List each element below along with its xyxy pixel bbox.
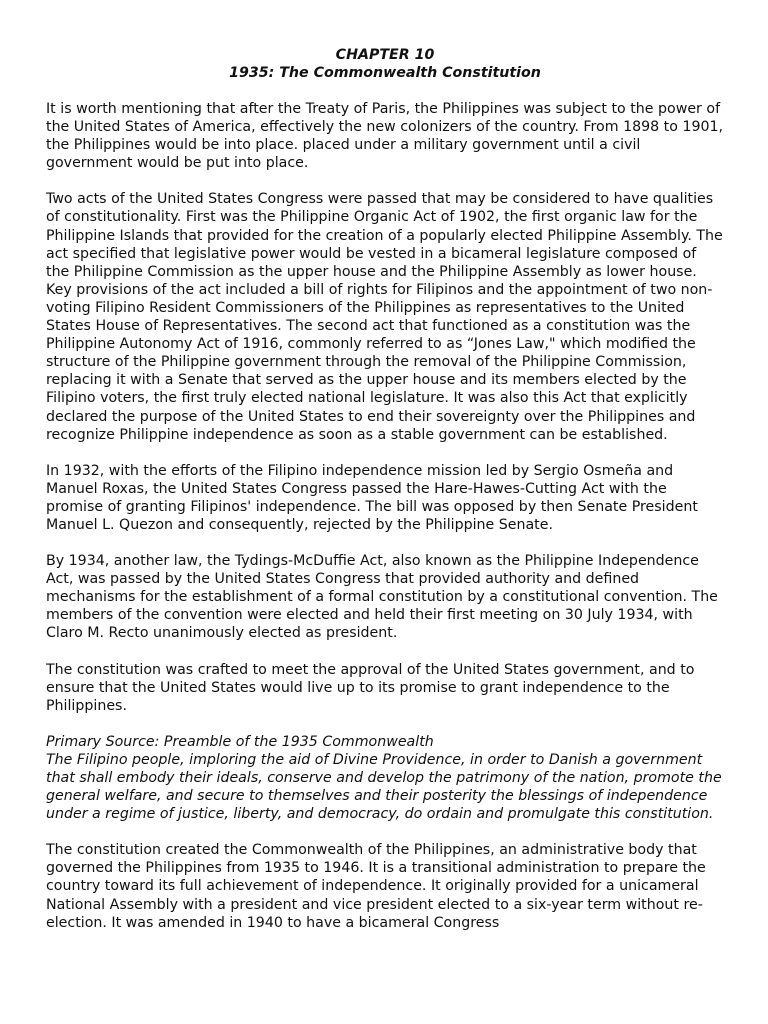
- primary-source-block: [46, 733, 724, 823]
- document-page: [46, 46, 724, 950]
- primary-source-text: The Filipino people, imploring the aid of Divine Providence, in order to Danish a government that shall embody their ideals, conserve and develop the patrimony of the nation, promote the general welfare, and secure to themselves and their posterity the blessings of independence under a regime of justice, liberty, and democracy, do ordain and promulgate this constitution.: [46, 751, 722, 823]
- chapter-title: 1935: The Commonwealth Constitution: [229, 65, 541, 81]
- paragraph-treaty-of-paris: It is worth mentioning that after the Treaty of Paris, the Philippines was subject to the power of the United States of America, effectively the new colonizers of the country. From 1898 to 1901, the Philippines would be into place. placed under a military government until a civil government would be put into place.: [46, 101, 724, 172]
- paragraph-constitution-approval: The constitution was crafted to meet the approval of the United States government, and to ensure that the United States would live up to its promise to grant independence to the Philippines.: [46, 661, 695, 714]
- paragraph-hare-hawes-cutting: In 1932, with the efforts of the Filipino independence mission led by Sergio Osmeña and Manuel Roxas, the United States Congress passed the Hare-Hawes-Cutting Act with the promise of granting Filipinos' independence. The bill was opposed by then Senate President Manuel L. Quezon and consequently, rejected by the Philippine Senate.: [46, 462, 698, 533]
- primary-source-heading: Primary Source: Preamble of the 1935 Commonwealth: [46, 733, 434, 750]
- paragraph-acts-of-congress: Two acts of the United States Congress were passed that may be considered to have qualities of constitutionality. First was the Philippine Organic Act of 1902, the first organic law for the Philippine Islands that provided for the creation of a popularly elected Philippine Assembly. The act specified that legislative power would be vested in a bicameral legislature composed of the Philippine Commission as the upper house and the Philippine Assembly as lower house. Key provisions of the act included a bill of rights for Filipinos and the appointment of two non-voting Filipino Resident Commissioners of the Philippines as representatives to the United States House of Representatives. The second act that functioned as a constitution was the Philippine Autonomy Act of 1916, commonly referred to as “Jones Law," which modified the structure of the Philippine government through the removal of the Philippine Commission, replacing it with a Senate that served as the upper house and its members elected by the Filipino voters, the first truly elected national legislature. It was also this Act that explicitly declared the purpose of the United States to end their sovereignty over the Philippines and recognize Philippine independence as soon as a stable government can be established.: [46, 191, 723, 443]
- paragraph-tydings-mcduffie: By 1934, another law, the Tydings-McDuffie Act, also known as the Philippine Independence Act, was passed by the United States Congress that provided authority and defined mechanisms for the establishment of a formal constitution by a constitutional convention. The members of the convention were elected and held their first meeting on 30 July 1934, with Claro M. Recto unanimously elected as president.: [46, 553, 718, 642]
- chapter-header: [46, 46, 724, 82]
- chapter-number: CHAPTER 10: [335, 47, 435, 63]
- paragraph-commonwealth: The constitution created the Commonwealth of the Philippines, an administrative body that governed the Philippines from 1935 to 1946. It is a transitional administration to prepare the country toward its full achievement of independence. It originally provided for a unicameral National Assembly with a president and vice president elected to a six-year term without re-election. It was amended in 1940 to have a bicameral Congress: [46, 842, 706, 931]
